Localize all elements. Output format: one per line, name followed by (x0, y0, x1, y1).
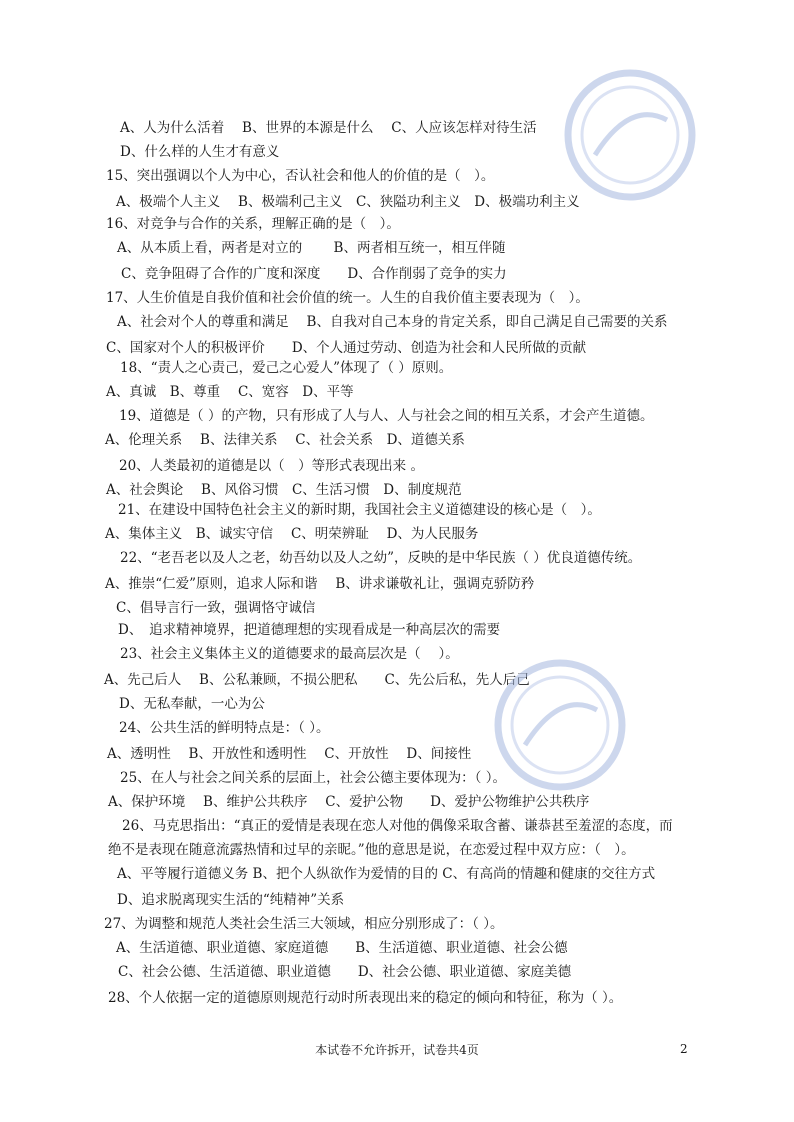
question-line: D、无私奉献，一心为公 (119, 696, 265, 712)
question-stem: 20、人类最初的道德是以（ ）等形式表现出来 。 (119, 458, 424, 474)
question-stem: 18、“责人之心责己，爱己之心爱人”体现了（ ）原则。 (120, 360, 453, 376)
question-line: 绝不是表现在随意流露热情和过早的亲昵。”他的意思是说，在恋爱过程中双方应：（ ）。 (108, 842, 635, 858)
question-line: A、平等履行道德义务 B、把个人纵欲作为爱情的目的 C、有高尚的情趣和健康的交往方式 (117, 866, 656, 882)
question-stem: 22、“老吾老以及人之老，幼吾幼以及人之幼”，反映的是中华民族（ ）优良道德传统。 (120, 550, 642, 566)
question-stem: 27、为调整和规范人类社会生活三大领域，相应分别形成了：（ ）。 (104, 916, 504, 932)
question-line: C、国家对个人的积极评价 D、个人通过劳动、创造为社会和人民所做的贡献 (106, 340, 587, 356)
question-stem: 24、公共生活的鲜明特点是：（ ）。 (119, 720, 330, 736)
question-line: C、社会公德、生活道德、职业道德 D、社会公德、职业道德、家庭美德 (118, 964, 572, 980)
question-line: C、倡导言行一致，强调恪守诚信 (116, 600, 316, 616)
question-stem: 26、马克思指出：“真正的爱情是表现在恋人对他的偶像采取含蓄、谦恭甚至羞涩的态度，而 (122, 818, 673, 834)
question-line: A、先己后人 B、公私兼顾，不损公肥私 C、先公后私，先人后己 (104, 672, 530, 688)
watermark-stamp-top (555, 60, 705, 210)
question-line: A、伦理关系 B、法律关系 C、社会关系 D、道德关系 (105, 432, 465, 448)
page-number: 2 (680, 1042, 688, 1056)
question-line: A、社会舆论 B、风俗习惯 C、生活习惯 D、制度规范 (106, 482, 462, 498)
question-line: A、社会对个人的尊重和满足 B、自我对自己本身的肯定关系，即自己满足自己需要的关系 (117, 314, 668, 330)
question-line: A、极端个人主义 B、极端利己主义 C、狭隘功利主义 D、极端功利主义 (116, 194, 580, 210)
question-line: A、集体主义 B、诚实守信 C、明荣辨耻 D、为人民服务 (105, 526, 479, 542)
question-line: A、推崇“仁爱”原则，追求人际和谐 B、讲求谦敬礼让，强调克骄防矜 (105, 576, 535, 592)
question-line: D、追求脱离现实生活的“纯精神”关系 (117, 892, 345, 908)
question-line: A、透明性 B、开放性和透明性 C、开放性 D、间接性 (107, 746, 472, 762)
question-line: D、什么样的人生才有意义 (120, 144, 280, 160)
question-stem: 15、突出强调以个人为中心，否认社会和他人的价值的是（ ）。 (106, 168, 495, 184)
question-stem: 28、个人依据一定的道德原则规范行动时所表现出来的稳定的倾向和特征，称为（ ）。 (108, 990, 623, 1006)
watermark-stamp-bottom (485, 650, 635, 800)
question-stem: 25、在人与社会之间关系的层面上，社会公德主要体现为：（ ）。 (120, 770, 506, 786)
question-line: C、竞争阻碍了合作的广度和深度 D、合作削弱了竞争的实力 (121, 266, 507, 282)
question-stem: 16、对竞争与合作的关系，理解正确的是（ ）。 (106, 216, 400, 232)
question-line: A、从本质上看，两者是对立的 B、两者相互统一，相互伴随 (117, 240, 506, 256)
question-line: A、保护环境 B、维护公共秩序 C、爱护公物 D、爱护公物维护公共秩序 (108, 794, 590, 810)
question-stem: 23、社会主义集体主义的道德要求的最高层次是（ ）。 (120, 646, 459, 662)
question-stem: 19、道德是（ ）的产物，只有形成了人与人、人与社会之间的相互关系，才会产生道德。 (119, 408, 654, 424)
question-line: A、真诚 B、尊重 C、宽容 D、平等 (106, 384, 354, 400)
question-stem: 17、人生价值是自我价值和社会价值的统一。人生的自我价值主要表现为（ ）。 (106, 290, 589, 306)
question-line: D、 追求精神境界，把道德理想的实现看成是一种高层次的需要 (118, 622, 501, 638)
question-line: A、生活道德、职业道德、家庭道德 B、生活道德、职业道德、社会公德 (116, 940, 568, 956)
question-stem: 21、在建设中国特色社会主义的新时期，我国社会主义道德建设的核心是（ ）。 (118, 502, 601, 518)
page-footer: 本试卷不允许拆开，试卷共4页 (315, 1043, 479, 1057)
question-line: A、人为什么活着 B、世界的本源是什么 C、人应该怎样对待生活 (120, 120, 537, 136)
